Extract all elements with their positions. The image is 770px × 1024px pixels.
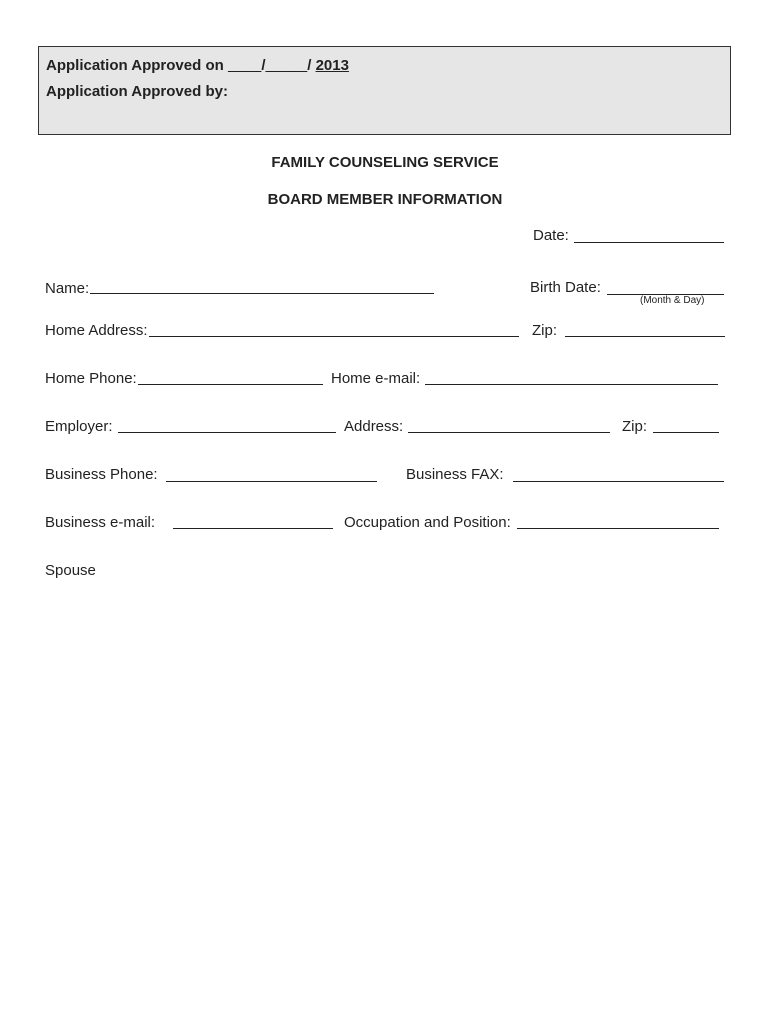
date-label: Date:	[533, 227, 569, 244]
employer-label: Employer:	[45, 418, 113, 435]
home-phone-label: Home Phone:	[45, 370, 137, 387]
name-field[interactable]	[90, 293, 434, 294]
approval-box	[38, 46, 731, 135]
home-phone-field[interactable]	[138, 384, 323, 385]
approved-by-label: Application Approved by:	[46, 83, 228, 100]
birth-date-hint: (Month & Day)	[640, 295, 705, 306]
home-address-label: Home Address:	[45, 322, 148, 339]
occupation-field[interactable]	[517, 528, 719, 529]
business-phone-label: Business Phone:	[45, 466, 158, 483]
employer-address-field[interactable]	[408, 432, 610, 433]
name-label: Name:	[45, 280, 90, 297]
zip-field-home[interactable]	[565, 336, 725, 337]
org-title: FAMILY COUNSELING SERVICE	[271, 154, 499, 171]
approved-slash-2: /	[307, 57, 312, 74]
home-email-field[interactable]	[425, 384, 718, 385]
occupation-label: Occupation and Position:	[344, 514, 511, 531]
zip-label-employer: Zip:	[622, 418, 648, 435]
birth-date-label: Birth Date:	[530, 279, 601, 296]
approved-year: 2013	[315, 57, 349, 74]
business-phone-field[interactable]	[166, 481, 377, 482]
zip-label-home: Zip:	[532, 322, 558, 339]
employer-address-label: Address:	[344, 418, 404, 435]
home-email-label: Home e-mail:	[331, 370, 421, 387]
spouse-label: Spouse	[45, 562, 96, 579]
approved-slash-1: /	[261, 57, 266, 74]
business-email-field[interactable]	[173, 528, 333, 529]
approved-on-line	[46, 57, 349, 74]
business-fax-label: Business FAX:	[406, 466, 504, 483]
date-field[interactable]	[574, 242, 724, 243]
employer-field[interactable]	[118, 432, 336, 433]
zip-field-employer[interactable]	[653, 432, 719, 433]
business-email-label: Business e-mail:	[45, 514, 156, 531]
form-title: BOARD MEMBER INFORMATION	[267, 191, 503, 208]
approved-day-blank[interactable]: _____	[265, 57, 308, 74]
home-address-field[interactable]	[149, 336, 519, 337]
approved-on-label: Application Approved on	[46, 57, 224, 74]
approved-month-blank[interactable]: ____	[227, 57, 262, 74]
business-fax-field[interactable]	[513, 481, 724, 482]
